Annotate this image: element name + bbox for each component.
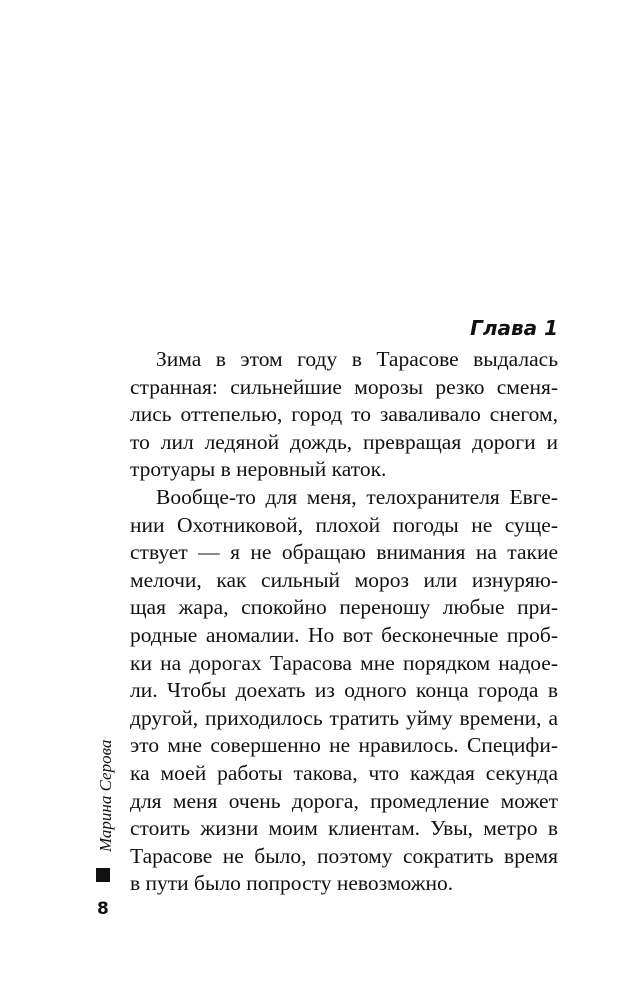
text-line: ки на дорогах Тарасова мне порядком надое- (130, 650, 558, 675)
text-line: ствует — я не обращаю внимания на такие (130, 540, 558, 565)
body-text (130, 346, 558, 898)
text-line: ка моей работы такова, что каждая секунда (130, 760, 558, 785)
text-line: в пути было попросту невозможно. (130, 871, 454, 896)
chapter-title: Глава 1 (470, 316, 558, 340)
text-line: стоить жизни моим клиентам. Увы, метро в (130, 816, 558, 841)
text-line: нии Охотниковой, плохой погоды не суще- (130, 512, 558, 537)
decorative-square-icon (96, 868, 110, 882)
text-line: для меня очень дорога, промедление может (130, 788, 558, 813)
text-line: то лил ледяной дождь, превращая дороги и (130, 429, 558, 454)
text-line: странная: сильнейшие морозы резко сменя- (130, 374, 558, 399)
text-line: это мне совершенно не нравилось. Специфи- (130, 733, 558, 758)
text-line: другой, приходилось тратить уйму времени, а (130, 705, 558, 730)
text-line: лись оттепелью, город то заваливало снегом, (130, 402, 558, 427)
page-number: 8 (97, 899, 109, 919)
text-line: щая жара, спокойно переношу любые при- (130, 595, 558, 620)
text-line: Зима в этом году в Тарасове выдалась (156, 347, 558, 371)
text-line: тротуары в неровный каток. (130, 457, 387, 482)
running-head-author: Марина Серова (96, 739, 115, 852)
text-line: Вообще-то для меня, телохранителя Евге- (156, 484, 558, 509)
text-line: Тарасове не было, поэтому сократить время (130, 843, 558, 868)
text-line: ли. Чтобы доехать из одного конца города в (130, 678, 558, 703)
text-line: родные аномалии. Но вот бесконечные проб- (130, 622, 558, 647)
text-line: мелочи, как сильный мороз или изнуряю- (130, 567, 558, 592)
